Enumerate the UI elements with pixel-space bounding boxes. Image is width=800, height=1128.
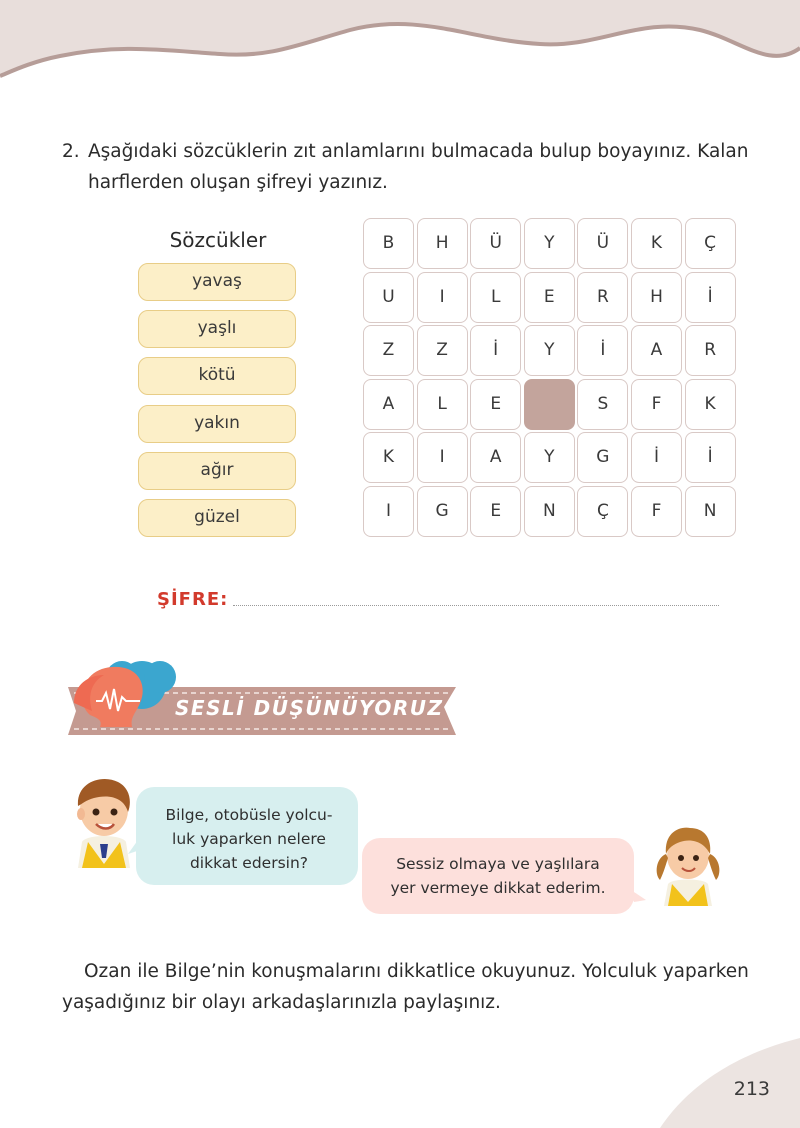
bottom-instruction-line2: yaşadığınız bir olayı arkadaşlarınızla paylaşınız. bbox=[62, 992, 501, 1013]
grid-cell[interactable]: G bbox=[577, 432, 628, 483]
grid-cell[interactable]: A bbox=[470, 432, 521, 483]
banner-title: SESLİ DÜŞÜNÜYORUZ bbox=[175, 696, 444, 720]
grid-cell[interactable]: Y bbox=[524, 218, 575, 269]
grid-cell[interactable]: N bbox=[685, 486, 736, 537]
grid-cell[interactable]: E bbox=[470, 486, 521, 537]
grid-cell[interactable]: G bbox=[417, 486, 468, 537]
grid-cell[interactable]: E bbox=[524, 272, 575, 323]
cipher-answer-line[interactable] bbox=[233, 605, 719, 606]
boy-speech-line2: luk yaparken nelere bbox=[172, 830, 326, 848]
grid-cell[interactable]: L bbox=[417, 379, 468, 430]
grid-cell[interactable]: Ç bbox=[577, 486, 628, 537]
word-item: yaşlı bbox=[138, 310, 296, 348]
grid-blank-cell[interactable] bbox=[524, 379, 575, 430]
grid-cell[interactable]: K bbox=[363, 432, 414, 483]
bottom-instruction-line1: Ozan ile Bilge’nin konuşmalarını dikkatlice okuyunuz. Yolculuk yaparken bbox=[84, 961, 749, 982]
grid-cell[interactable]: N bbox=[524, 486, 575, 537]
word-item: yavaş bbox=[138, 263, 296, 301]
grid-cell[interactable]: Z bbox=[363, 325, 414, 376]
grid-cell[interactable]: K bbox=[685, 379, 736, 430]
grid-cell[interactable]: L bbox=[470, 272, 521, 323]
word-item: ağır bbox=[138, 452, 296, 490]
bottom-instruction bbox=[62, 956, 772, 1018]
grid-cell[interactable]: A bbox=[631, 325, 682, 376]
boy-speech-line3: dikkat edersin? bbox=[189, 854, 309, 872]
grid-cell[interactable]: A bbox=[363, 379, 414, 430]
words-title: Sözcükler bbox=[169, 228, 267, 252]
boy-speech-line1: Bilge, otobüsle yolcu- bbox=[165, 806, 333, 824]
grid-cell[interactable]: Ç bbox=[685, 218, 736, 269]
grid-cell[interactable]: R bbox=[685, 325, 736, 376]
grid-cell[interactable]: Z bbox=[417, 325, 468, 376]
boy-bubble-tail bbox=[128, 840, 148, 860]
question-text-line2: harflerden oluşan şifreyi yazınız. bbox=[88, 172, 388, 193]
girl-speech-line1: Sessiz olmaya ve yaşlılara bbox=[396, 855, 600, 873]
girl-speech-line2: yer vermeye dikkat ederim. bbox=[390, 879, 606, 897]
question-text-line1: Aşağıdaki sözcüklerin zıt anlamlarını bulmacada bulup boyayınız. Kalan bbox=[88, 141, 749, 162]
grid-cell[interactable]: B bbox=[363, 218, 414, 269]
grid-cell[interactable]: F bbox=[631, 379, 682, 430]
girl-bilge-illustration bbox=[648, 818, 728, 906]
word-item: yakın bbox=[138, 405, 296, 443]
grid-cell[interactable]: İ bbox=[685, 432, 736, 483]
grid-cell[interactable]: U bbox=[363, 272, 414, 323]
grid-cell[interactable]: I bbox=[363, 486, 414, 537]
grid-cell[interactable]: E bbox=[470, 379, 521, 430]
grid-cell[interactable]: I bbox=[417, 272, 468, 323]
grid-cell[interactable]: I bbox=[417, 432, 468, 483]
grid-cell[interactable]: İ bbox=[577, 325, 628, 376]
girl-bubble-tail bbox=[628, 888, 648, 908]
boy-speech-bubble bbox=[136, 787, 358, 885]
grid-cell[interactable]: İ bbox=[631, 432, 682, 483]
grid-cell[interactable]: K bbox=[631, 218, 682, 269]
grid-cell[interactable]: Ü bbox=[470, 218, 521, 269]
grid-cell[interactable]: R bbox=[577, 272, 628, 323]
grid-cell[interactable]: S bbox=[577, 379, 628, 430]
word-item: kötü bbox=[138, 357, 296, 395]
corner-wave-decoration bbox=[660, 1018, 800, 1128]
question-number: 2. bbox=[62, 141, 80, 162]
grid-cell[interactable]: İ bbox=[470, 325, 521, 376]
page-number: 213 bbox=[733, 1078, 770, 1100]
grid-cell[interactable]: H bbox=[631, 272, 682, 323]
question-text bbox=[88, 136, 768, 198]
grid-cell[interactable]: Y bbox=[524, 432, 575, 483]
top-wave-decoration bbox=[0, 0, 800, 90]
grid-cell[interactable]: F bbox=[631, 486, 682, 537]
girl-speech-bubble bbox=[362, 838, 634, 914]
grid-cell[interactable]: H bbox=[417, 218, 468, 269]
grid-cell[interactable]: Y bbox=[524, 325, 575, 376]
word-item: güzel bbox=[138, 499, 296, 537]
grid-cell[interactable]: Ü bbox=[577, 218, 628, 269]
cipher-label: ŞİFRE: bbox=[157, 589, 229, 610]
grid-cell[interactable]: İ bbox=[685, 272, 736, 323]
